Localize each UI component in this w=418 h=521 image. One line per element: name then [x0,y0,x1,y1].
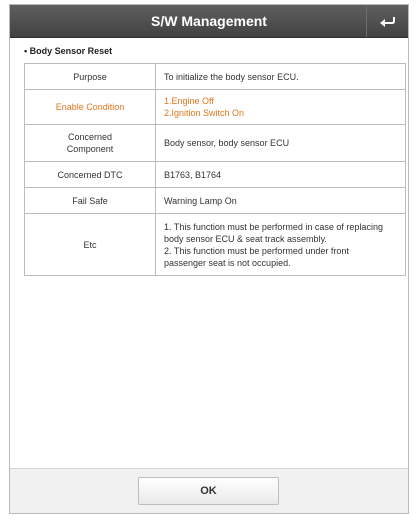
back-button[interactable] [366,5,408,37]
row-value-enable-condition [156,90,406,125]
row-label-purpose: Purpose [25,64,156,90]
title-bar [10,5,408,38]
row-value-concerned-component [156,125,406,162]
info-table [24,63,406,276]
value-line: 2.Ignition Switch On [164,108,245,118]
return-arrow-icon [380,14,396,28]
label-line: Component [66,144,114,154]
value-line: 1. This function must be performed in case of replacing [164,221,383,232]
row-value-fail-safe [156,188,406,214]
table-row [25,125,406,162]
value-line: 1.Engine Off [164,96,214,106]
dialog-footer [10,468,408,513]
row-label-enable-condition: Enable Condition [25,90,156,125]
table-row [25,188,406,214]
section-title: • Body Sensor Reset [24,46,113,56]
label-line: Concerned [67,132,113,142]
row-value-purpose [156,64,406,90]
value-line: 2. This function must be performed under front [164,245,349,256]
value-line: To initialize the body sensor ECU. [164,71,299,82]
row-label-fail-safe: Fail Safe [25,188,156,214]
row-value-etc [156,214,406,276]
row-label-concerned-dtc: Concerned DTC [25,162,156,188]
table-row [25,162,406,188]
sw-management-dialog [9,4,409,514]
row-value-concerned-dtc [156,162,406,188]
ok-button[interactable]: OK [138,477,279,505]
table-row [25,214,406,276]
window-title: S/W Management [151,13,267,29]
value-line: Warning Lamp On [164,195,237,206]
value-line: Body sensor, body sensor ECU [164,138,290,148]
value-line: passenger seat is not occupied. [164,257,291,268]
table-row [25,90,406,125]
row-label-etc: Etc [25,214,156,276]
row-label-concerned-component [25,125,156,162]
value-line: body sensor ECU & seat track assembly. [164,233,327,244]
table-row [25,64,406,90]
value-line: B1763, B1764 [164,169,222,180]
